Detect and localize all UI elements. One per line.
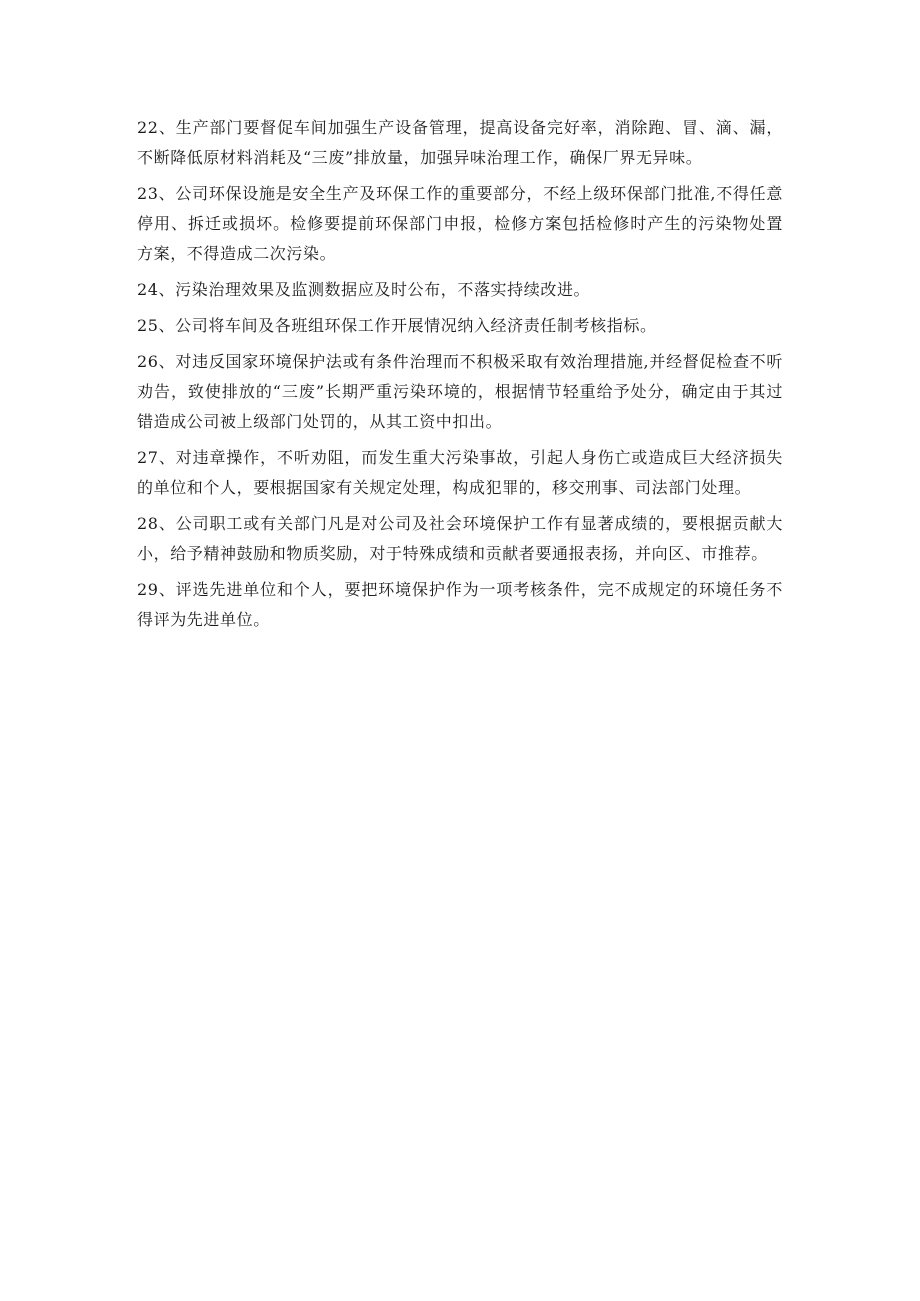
paragraph-25: 25、公司将车间及各班组环保工作开展情况纳入经济责任制考核指标。 <box>137 316 657 335</box>
paragraph-24: 24、污染治理效果及监测数据应及时公布，不落实持续改进。 <box>137 280 591 299</box>
paragraph-29: 29、评选先进单位和个人，要把环境保护作为一项考核条件，完不成规定的环境任务不得评为先进单位。 <box>137 580 783 629</box>
paragraph-28: 28、公司职工或有关部门凡是对公司及社会环境保护工作有显著成绩的，要根据贡献大小，给予精神鼓励和物质奖励，对于特殊成绩和贡献者要通报表扬，并向区、市推荐。 <box>137 514 783 563</box>
document-body <box>137 113 783 641</box>
paragraph-22: 22、生产部门要督促车间加强生产设备管理，提高设备完好率，消除跑、冒、滴、漏，不断降低原材料消耗及“三废”排放量，加强异味治理工作，确保厂界无异味。 <box>137 118 783 167</box>
paragraph-27: 27、对违章操作，不听劝阻，而发生重大污染事故，引起人身伤亡或造成巨大经济损失的单位和个人，要根据国家有关规定处理，构成犯罪的，移交刑事、司法部门处理。 <box>137 448 783 497</box>
paragraph-26: 26、对违反国家环境保护法或有条件治理而不积极采取有效治理措施,并经督促检查不听劝告，致使排放的“三废”长期严重污染环境的，根据情节轻重给予处分，确定由于其过错造成公司被上级部门处罚的，从其工资中扣出。 <box>137 352 783 431</box>
paragraph-23: 23、公司环保设施是安全生产及环保工作的重要部分，不经上级环保部门批准,不得任意停用、拆迁或损坏。检修要提前环保部门申报，检修方案包括检修时产生的污染物处置方案，不得造成二次污染。 <box>137 184 783 263</box>
